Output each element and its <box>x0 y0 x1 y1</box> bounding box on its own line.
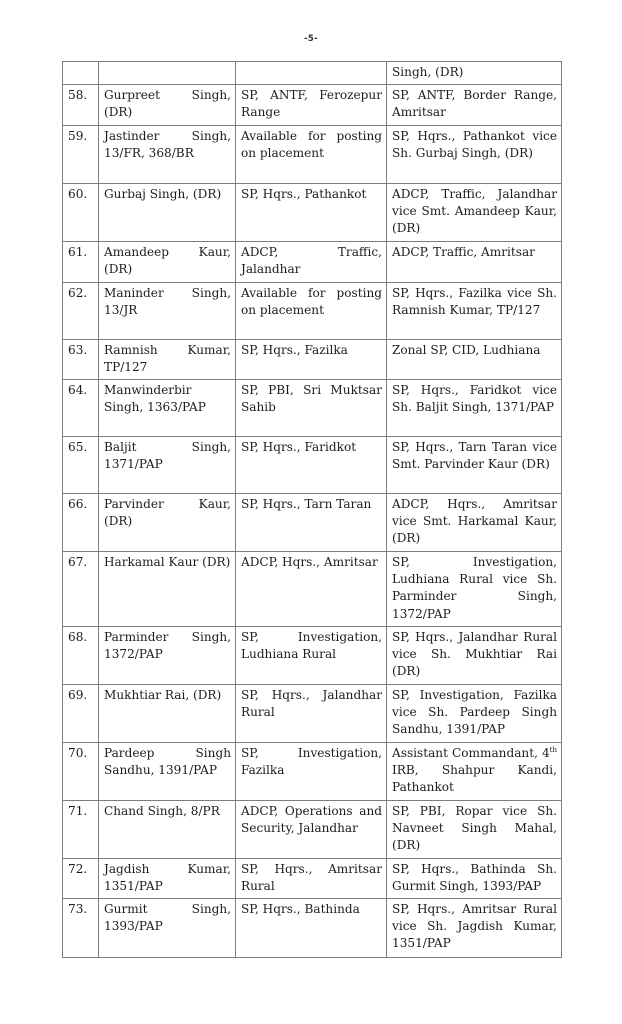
sno-cell: 71. <box>63 800 99 858</box>
officer-name-cell: Baljit Singh, 1371/PAP <box>99 437 236 494</box>
sno-cell: 72. <box>63 858 99 898</box>
present-posting-cell: SP, Hqrs., Amritsar Rural <box>236 858 387 898</box>
present-posting-cell: Available for posting on placement <box>236 125 387 183</box>
new-posting-cell: SP, Hqrs., Faridkot vice Sh. Baljit Singh, 1371/PAP <box>387 380 562 437</box>
officer-name-cell: Pardeep Singh Sandhu, 1391/PAP <box>99 743 236 801</box>
sno-cell: 62. <box>63 282 99 339</box>
new-posting-cell: ADCP, Hqrs., Amritsar vice Smt. Harkamal Kaur, (DR) <box>387 494 562 552</box>
officer-name-cell: Parminder Singh, 1372/PAP <box>99 627 236 685</box>
sno-cell: 58. <box>63 85 99 125</box>
present-posting-cell: SP, Hqrs., Bathinda <box>236 899 387 958</box>
new-posting-text-pre: Assistant Commandant, 4 <box>392 746 550 761</box>
officer-name-cell: Gurmit Singh, 1393/PAP <box>99 899 236 958</box>
present-posting-cell: SP, Hqrs., Pathankot <box>236 183 387 241</box>
sno-cell: 67. <box>63 552 99 627</box>
table-row-continuation <box>63 62 562 85</box>
new-posting-text-post: IRB, Shahpur Kandi, Pathankot <box>392 763 557 795</box>
table-row <box>63 800 562 858</box>
present-posting-cell: Available for posting on placement <box>236 282 387 339</box>
table-row <box>63 241 562 282</box>
sno-cell: 61. <box>63 241 99 282</box>
new-posting-cell: SP, Hqrs., Bathinda Sh. Gurmit Singh, 1393/PAP <box>387 858 562 898</box>
table-row <box>63 85 562 125</box>
ordinal-suffix: th <box>549 745 557 754</box>
present-posting-cell: ADCP, Hqrs., Amritsar <box>236 552 387 627</box>
table-row <box>63 183 562 241</box>
new-posting-cell: ADCP, Traffic, Jalandhar vice Smt. Amandeep Kaur, (DR) <box>387 183 562 241</box>
table-row <box>63 899 562 958</box>
new-posting-cell: SP, Investigation, Fazilka vice Sh. Pardeep Singh Sandhu, 1391/PAP <box>387 685 562 743</box>
postings-table <box>62 61 562 958</box>
present-posting-cell: ADCP, Operations and Security, Jalandhar <box>236 800 387 858</box>
officer-name-cell: Jagdish Kumar, 1351/PAP <box>99 858 236 898</box>
present-posting-cell: SP, ANTF, Ferozepur Range <box>236 85 387 125</box>
table-row <box>63 552 562 627</box>
new-posting-cell: SP, ANTF, Border Range, Amritsar <box>387 85 562 125</box>
officer-name-cell: Parvinder Kaur, (DR) <box>99 494 236 552</box>
sno-cell: 73. <box>63 899 99 958</box>
sno-cell: 70. <box>63 743 99 801</box>
new-posting-cell <box>387 743 562 801</box>
table-row <box>63 282 562 339</box>
sno-cell: 69. <box>63 685 99 743</box>
present-posting-cell: SP, PBI, Sri Muktsar Sahib <box>236 380 387 437</box>
page-number: -5- <box>304 34 318 44</box>
table-row <box>63 627 562 685</box>
sno-cell: 60. <box>63 183 99 241</box>
new-posting-cell: SP, Hqrs., Fazilka vice Sh. Ramnish Kumar, TP/127 <box>387 282 562 339</box>
present-posting-cell: SP, Investigation, Fazilka <box>236 743 387 801</box>
officer-name-cell: Gurpreet Singh, (DR) <box>99 85 236 125</box>
new-posting-cell: SP, Investigation, Ludhiana Rural vice Sh. Parminder Singh, 1372/PAP <box>387 552 562 627</box>
present-posting-cell: SP, Hqrs., Faridkot <box>236 437 387 494</box>
table-row <box>63 339 562 379</box>
new-posting-cell: Singh, (DR) <box>387 62 562 85</box>
officer-name-cell: Mukhtiar Rai, (DR) <box>99 685 236 743</box>
new-posting-cell: ADCP, Traffic, Amritsar <box>387 241 562 282</box>
table-row <box>63 743 562 801</box>
officer-name-cell: Maninder Singh, 13/JR <box>99 282 236 339</box>
sno-cell: 66. <box>63 494 99 552</box>
sno-cell <box>63 62 99 85</box>
table-row <box>63 685 562 743</box>
officer-name-cell: Gurbaj Singh, (DR) <box>99 183 236 241</box>
new-posting-cell: Zonal SP, CID, Ludhiana <box>387 339 562 379</box>
table-row <box>63 380 562 437</box>
table-row <box>63 494 562 552</box>
sno-cell: 64. <box>63 380 99 437</box>
officer-name-cell: Jastinder Singh, 13/FR, 368/BR <box>99 125 236 183</box>
new-posting-cell: SP, Hqrs., Amritsar Rural vice Sh. Jagdish Kumar, 1351/PAP <box>387 899 562 958</box>
present-posting-cell: SP, Hqrs., Tarn Taran <box>236 494 387 552</box>
new-posting-cell: SP, Hqrs., Jalandhar Rural vice Sh. Mukhtiar Rai (DR) <box>387 627 562 685</box>
new-posting-cell: SP, Hqrs., Tarn Taran vice Smt. Parvinder Kaur (DR) <box>387 437 562 494</box>
table-row <box>63 125 562 183</box>
present-posting-cell: ADCP, Traffic, Jalandhar <box>236 241 387 282</box>
officer-name-cell: Chand Singh, 8/PR <box>99 800 236 858</box>
officer-name-cell: Manwinderbir Singh, 1363/PAP <box>99 380 236 437</box>
new-posting-cell: SP, Hqrs., Pathankot vice Sh. Gurbaj Singh, (DR) <box>387 125 562 183</box>
table-row <box>63 858 562 898</box>
present-posting-cell: SP, Hqrs., Fazilka <box>236 339 387 379</box>
table-row <box>63 437 562 494</box>
sno-cell: 59. <box>63 125 99 183</box>
present-posting-cell <box>236 62 387 85</box>
present-posting-cell: SP, Investigation, Ludhiana Rural <box>236 627 387 685</box>
present-posting-cell: SP, Hqrs., Jalandhar Rural <box>236 685 387 743</box>
officer-name-cell: Ramnish Kumar, TP/127 <box>99 339 236 379</box>
sno-cell: 68. <box>63 627 99 685</box>
sno-cell: 65. <box>63 437 99 494</box>
officer-name-cell <box>99 62 236 85</box>
sno-cell: 63. <box>63 339 99 379</box>
officer-name-cell: Amandeep Kaur, (DR) <box>99 241 236 282</box>
new-posting-cell: SP, PBI, Ropar vice Sh. Navneet Singh Mahal, (DR) <box>387 800 562 858</box>
officer-name-cell: Harkamal Kaur (DR) <box>99 552 236 627</box>
